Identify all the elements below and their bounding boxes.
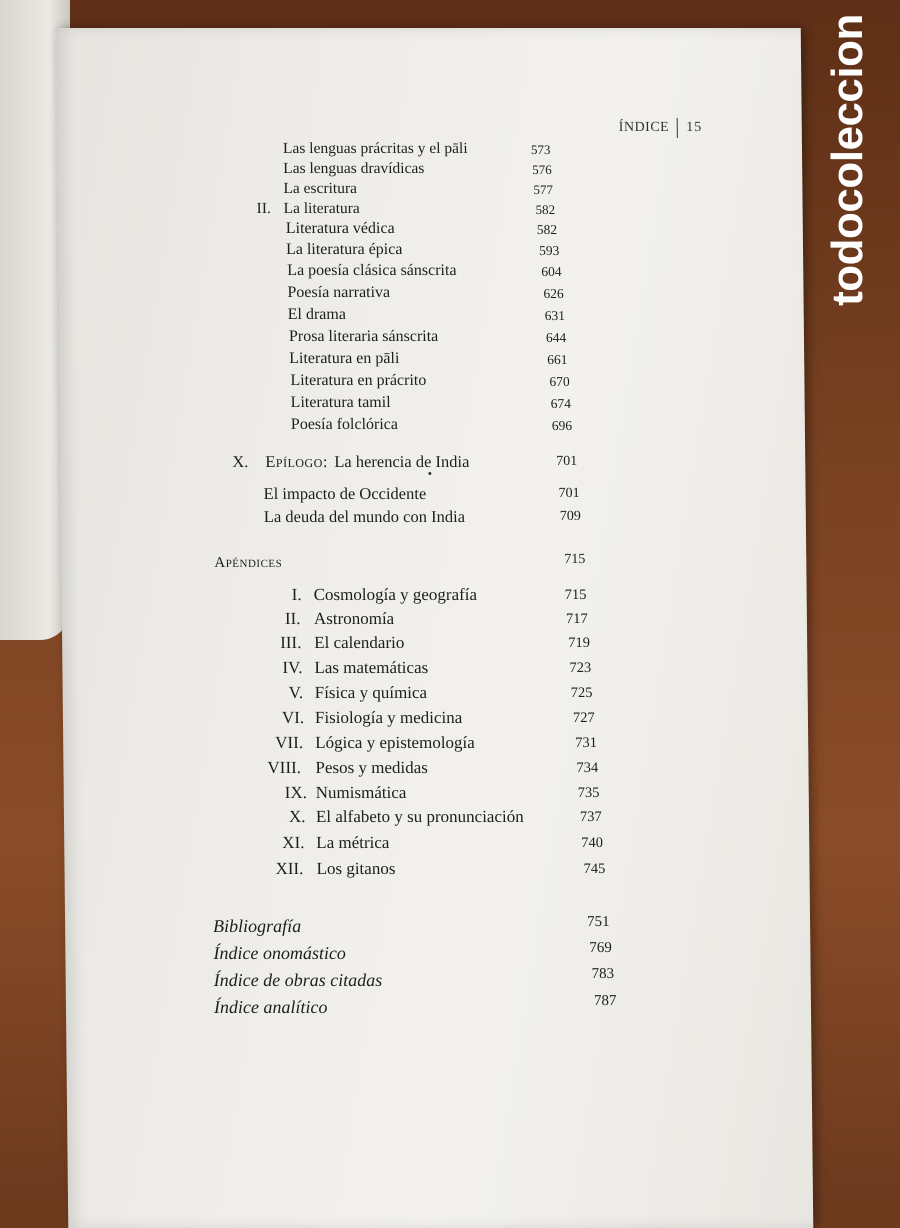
toc-entry-page: 577 <box>533 182 553 197</box>
toc-entry-page: 719 <box>568 635 590 651</box>
toc-entry-page: 745 <box>583 861 606 877</box>
toc-appendix-number: VII. <box>275 733 304 752</box>
toc-entry-page: 674 <box>550 396 571 411</box>
header-page-number: 15 <box>686 120 703 136</box>
toc-entry-page: 731 <box>575 735 598 751</box>
toc-entry-label: Poesía narrativa <box>287 284 391 301</box>
toc-entry-label: Las matemáticas <box>314 658 429 677</box>
toc-entry-page: 582 <box>536 222 558 237</box>
running-header <box>619 118 703 138</box>
toc-entry-label: Literatura en pāli <box>289 350 400 367</box>
toc-entry-page: 783 <box>591 966 615 982</box>
toc-entry-label: Los gitanos <box>316 859 396 878</box>
toc-entry-page: 593 <box>538 243 560 258</box>
toc-entry-label: Fisiología y medicina <box>314 708 463 727</box>
toc-entry-label: La literatura <box>283 200 360 217</box>
toc-entry-page: 717 <box>565 611 588 627</box>
toc-entry-page: 576 <box>532 162 552 177</box>
toc-entry-label: La poesía clásica sánscrita <box>287 262 457 279</box>
toc-entry-page: 661 <box>547 352 568 367</box>
toc-chapter-number: II. <box>256 200 271 217</box>
toc-entry-page: 725 <box>570 685 593 701</box>
toc-entry-page: 701 <box>558 486 580 501</box>
toc-entry-label: Lógica y epistemología <box>315 733 475 752</box>
header-section: ÍNDICE <box>618 120 670 136</box>
ink-speck <box>428 472 431 475</box>
toc-appendix-number: III. <box>280 633 302 652</box>
watermark-text: todocoleccion <box>822 14 872 306</box>
toc-appendix-number: IV. <box>282 658 303 677</box>
toc-appendix-number: II. <box>284 609 301 628</box>
toc-entry-page: 701 <box>556 454 578 469</box>
toc-entry-label: El calendario <box>314 633 405 652</box>
toc-entry-page: 769 <box>589 940 612 956</box>
toc-entry-page: 751 <box>586 914 610 930</box>
toc-entry-label: Índice analítico <box>213 997 328 1017</box>
toc-entry-page: 631 <box>544 308 566 323</box>
toc-entry-label: La escritura <box>283 180 358 197</box>
toc-entry-page: 709 <box>559 509 581 524</box>
toc-appendix-number: X. <box>288 807 306 826</box>
toc-entry-label: Literatura en prácrito <box>290 372 427 389</box>
toc-entry-label: Literatura tamil <box>290 394 391 411</box>
toc-entry-page: 787 <box>593 993 617 1009</box>
toc-entry-page: 696 <box>551 418 573 433</box>
toc-entry-label: El impacto de Occidente <box>263 484 427 503</box>
book-page <box>56 28 814 1228</box>
header-divider <box>677 118 678 138</box>
toc-entry-page: 734 <box>576 760 599 776</box>
toc-entry-label: El alfabeto y su pronunciación <box>315 807 524 826</box>
toc-entry-label: Pesos y medidas <box>315 758 428 777</box>
toc-entry-label: Astronomía <box>313 609 395 628</box>
toc-entry-label: El drama <box>287 306 347 323</box>
toc-entry-label: Física y química <box>314 683 428 702</box>
toc-entry-page: 715 <box>564 587 587 603</box>
toc-entry-page: 604 <box>541 264 562 279</box>
toc-entry-page: 582 <box>535 202 556 217</box>
toc-appendices-heading: Apéndices <box>214 555 283 571</box>
toc-epilogue-label: Epílogo: <box>265 452 329 471</box>
toc-appendix-number: XI. <box>282 833 305 852</box>
toc-entry-label: Numismática <box>315 783 407 802</box>
toc-entry-label: La herencia de India <box>334 452 470 471</box>
toc-entry-label: Índice de obras citadas <box>213 970 383 990</box>
toc-entry-label: Prosa literaria sánscrita <box>288 328 439 345</box>
toc-appendix-number: IX. <box>284 783 308 802</box>
toc-entry-page: 727 <box>572 710 595 726</box>
toc-entry-page: 644 <box>545 330 567 345</box>
toc-entry-label: La métrica <box>316 833 390 852</box>
toc-entry-label: Bibliografía <box>213 916 302 936</box>
site-watermark <box>805 10 890 310</box>
toc-entry-page: 723 <box>569 660 592 676</box>
toc-entry-page: 626 <box>543 286 564 301</box>
toc-appendix-number: VIII. <box>267 758 302 777</box>
toc-entry-page: 740 <box>581 835 604 851</box>
toc-appendix-number: XII. <box>275 859 304 878</box>
toc-entry-page: 715 <box>564 552 586 567</box>
toc-entry-page: 670 <box>549 374 570 389</box>
toc-appendix-number: VI. <box>281 708 305 727</box>
toc-entry-label: Cosmología y geografía <box>313 585 478 604</box>
toc-entry-label: La deuda del mundo con India <box>263 507 466 526</box>
toc-chapter-number: X. <box>232 452 249 471</box>
toc-entry-page: 573 <box>530 142 551 157</box>
toc-entry-page: 735 <box>577 785 600 801</box>
toc-entry-label: Literatura védica <box>285 220 395 237</box>
toc-entry-label: Las lenguas dravídicas <box>283 160 425 177</box>
toc-entry-page: 737 <box>579 809 602 825</box>
toc-appendix-number: V. <box>288 683 304 702</box>
toc-entry-label: La literatura épica <box>285 241 403 258</box>
toc-appendix-number: I. <box>291 585 302 604</box>
toc-entry-label: Poesía folclórica <box>290 416 399 433</box>
toc-entry-label: Las lenguas prácritas y el pāli <box>282 140 468 157</box>
toc-entry-label: Índice onomástico <box>213 943 346 963</box>
